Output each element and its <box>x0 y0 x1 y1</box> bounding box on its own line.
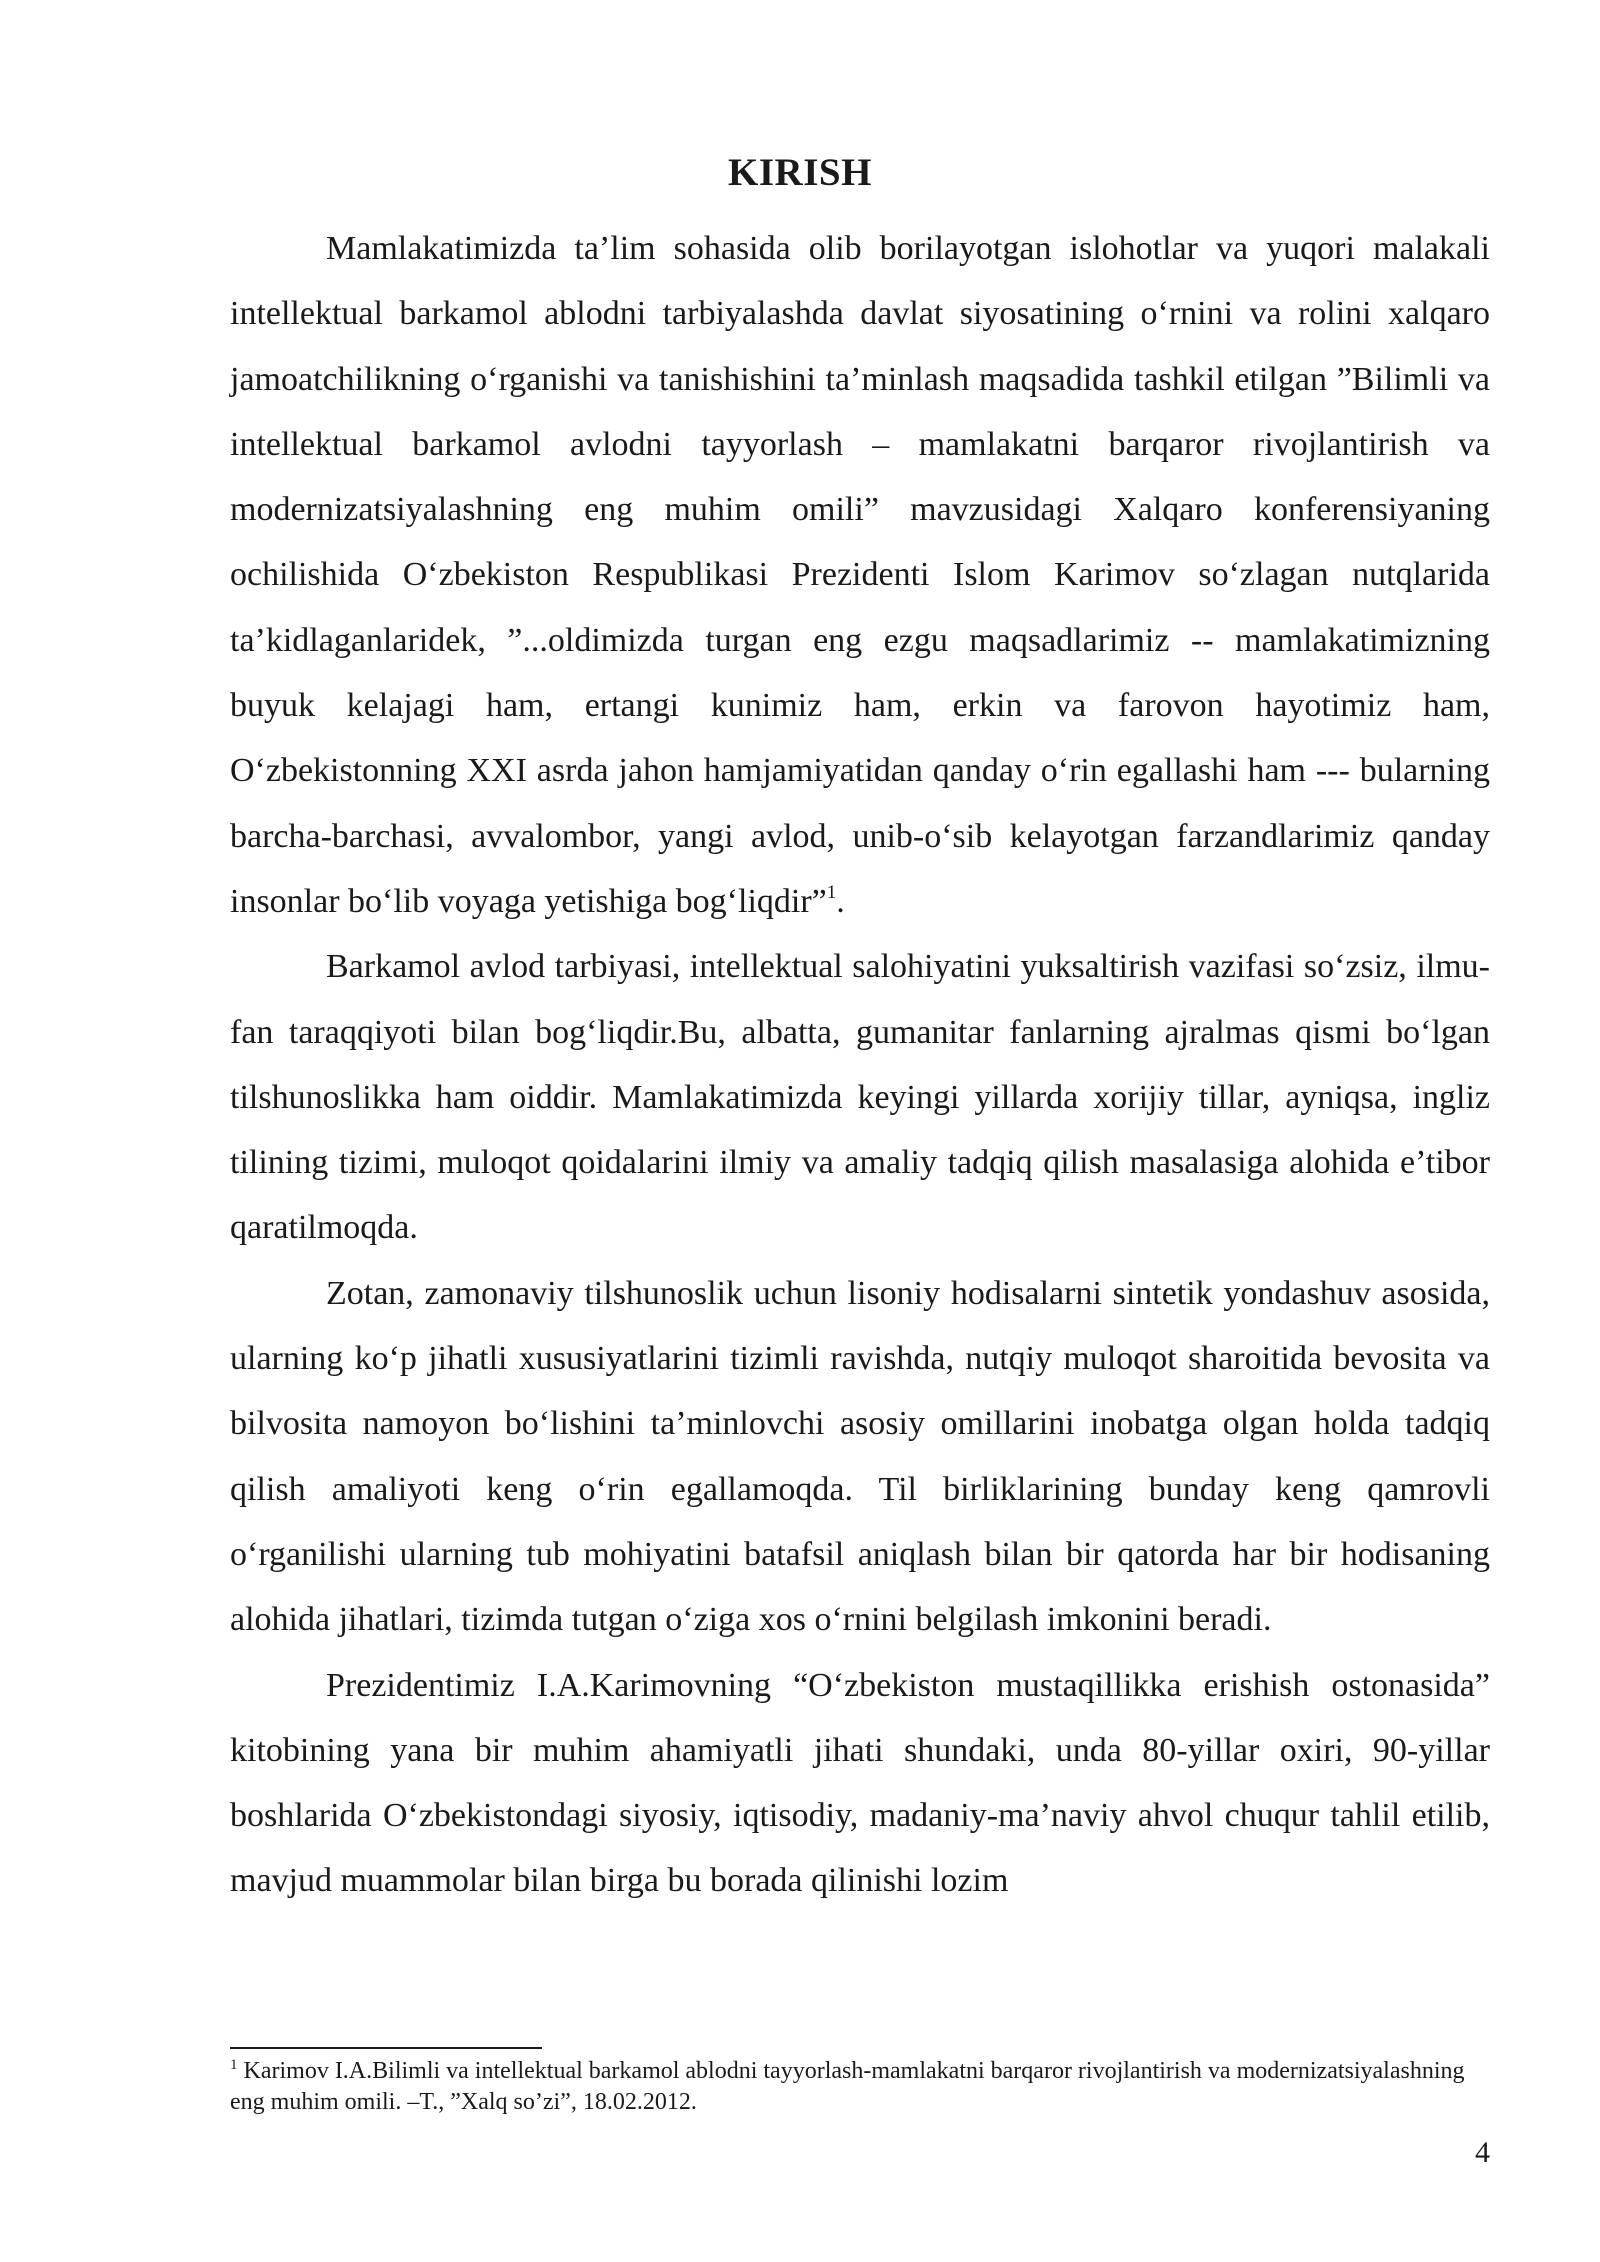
paragraph-end-punctuation: . <box>836 882 845 920</box>
paragraph-text: Mamlakatimizda ta’lim sohasida olib borilayotgan islohotlar va yuqori malakali intellektual barkamol ablodni tarbiyalashda davlat siyosatining o‘rnini va rolini xalqaro jamoatchilikning o‘rganishi va tanishishini ta’minlash maqsadida tashkil etilgan ”Bilimli va intellektual barkamol avlodni tayyorlash – mamlakatni barqaror rivojlantirish va modernizatsiyalashning eng muhim omili” mavzusidagi Xalqaro konferensiyaning ochilishida O‘zbekiston Respublikasi Prezidenti Islom Karimov so‘zlagan nutqlarida ta’kidlaganlaridek, ”...oldimizda turgan eng ezgu maqsadlarimiz -- mamlakatimizning buyuk kelajagi ham, ertangi kunimiz ham, erkin va farovon hayotimiz ham, O‘zbekistonning XXI asrda jahon hamjamiyatidan qanday o‘rin egallashi ham --- bularning barcha-barchasi, avvalombor, yangi avlod, unib-o‘sib kelayotgan farzandlarimiz qanday insonlar bo‘lib voyaga yetishiga bog‘liqdir” <box>230 230 1490 920</box>
paragraph-text: Zotan, zamonaviy tilshunoslik uchun lisoniy hodisalarni sintetik yondashuv asosida, ularning ko‘p jihatli xususiyatlarini tizimli ravishda, nutqiy muloqot sharoitida bevosita va bilvosita namoyon bo‘lishini ta’minlovchi asosiy omillarini inobatga olgan holda tadqiq qilish amaliyoti keng o‘rin egallamoqda. Til birliklarining bunday keng qamrovli o‘rganilishi ularning tub mohiyatini batafsil aniqlash bilan bir qatorda har bir hodisaning alohida jihatlari, tizimda tutgan o‘ziga xos o‘rnini belgilash imkonini beradi. <box>230 1274 1490 1639</box>
body-text <box>230 216 1490 1914</box>
footnote-reference[interactable]: 1 <box>826 881 837 903</box>
paragraph <box>230 934 1490 1260</box>
footnote <box>230 2056 1490 2118</box>
paragraph <box>230 1653 1490 1914</box>
paragraph-text: Barkamol avlod tarbiyasi, intellektual salohiyatini yuksaltirish vazifasi so‘zsiz, ilmu-fan taraqqiyoti bilan bog‘liqdir.Bu, albatta, gumanitar fanlarning ajralmas qismi bo‘lgan tilshunoslikka ham oiddir. Mamlakatimizda keyingi yillarda xorijiy tillar, ayniqsa, ingliz tilining tizimi, muloqot qoidalarini ilmiy va amaliy tadqiq qilish masalasiga alohida e’tibor qaratilmoqda. <box>230 948 1490 1247</box>
paragraph-text: Prezidentimiz I.A.Karimovning “O‘zbekiston mustaqillikka erishish ostonasida” kitobining yana bir muhim ahamiyatli jihati shundaki, unda 80-yillar oxiri, 90-yillar boshlarida O‘zbekistondagi siyosiy, iqtisodiy, madaniy-ma’naviy ahvol chuqur tahlil etilib, mavjud muammolar bilan birga bu borada qilinishi lozim <box>230 1666 1490 1900</box>
paragraph <box>230 1261 1490 1653</box>
paragraph <box>230 216 1490 934</box>
page-number: 4 <box>1475 2136 1490 2169</box>
footnote-text: Karimov I.A.Bilimli va intellektual barkamol ablodni tayyorlash-mamlakatni barqaror rivojlantirish va modernizatsiyalashning eng muhim omili. –T., ”Xalq so’zi”, 18.02.2012. <box>230 2058 1465 2115</box>
footnote-separator <box>230 2047 542 2049</box>
footnote-number: 1 <box>230 2057 238 2073</box>
page-title: KIRISH <box>728 151 872 194</box>
